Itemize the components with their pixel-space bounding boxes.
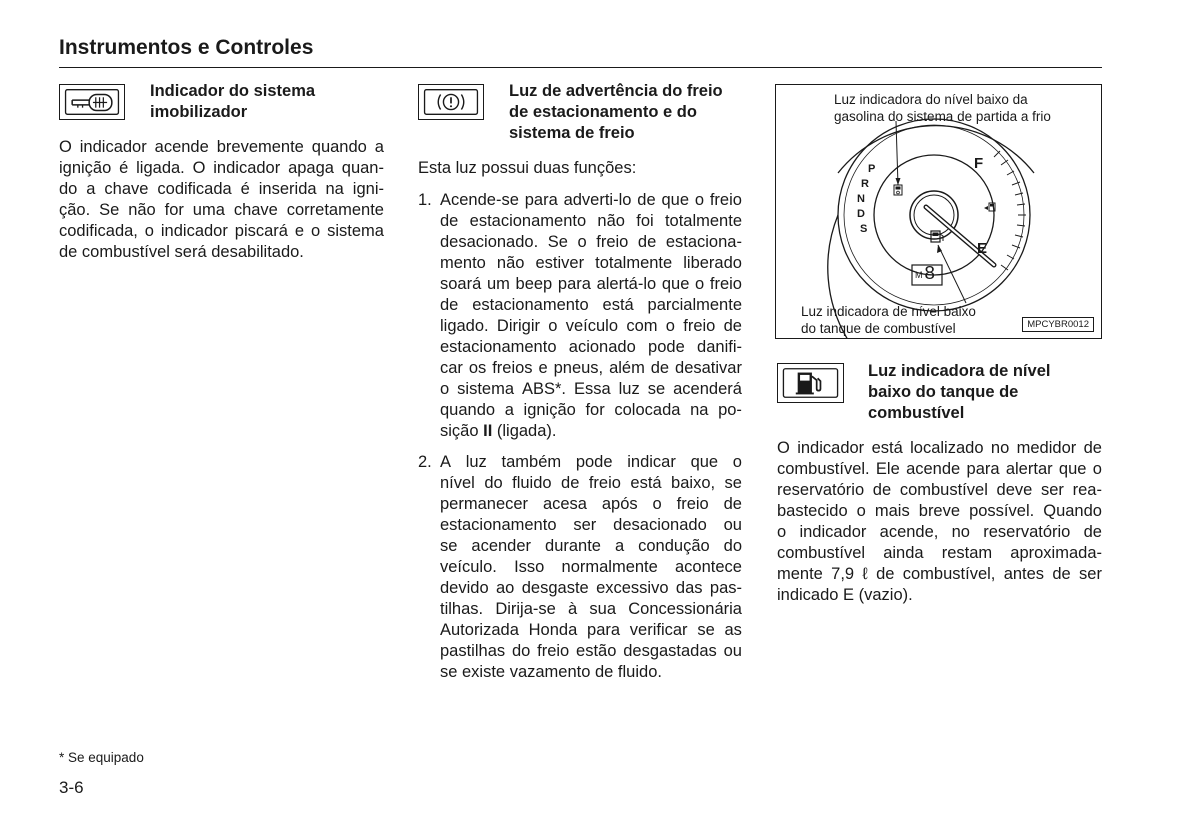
gauge-empty-label: E [977, 240, 988, 257]
odometer-mode-label: M [915, 270, 923, 280]
page-header-title: Instrumentos e Controles [59, 36, 314, 59]
low-fuel-description: O indicador está localizado no medidor de combustível. Ele acende para alertar que o reservatório de combustível deve ser rea- bastecido o mais breve possível. Quando o indicador acende, no reservatório de combustível ainda restam aproximada- mente 7,9 ℓ de combustível, antes de ser indicado E (vazio). [777, 439, 1102, 604]
fuel-pump-icon [777, 363, 844, 403]
brake-function-item-2: 2. A luz também pode indicar que o nível do fluido de freio está baixo, se permanecer acesa após o freio de estacionamento ser desacionado ou se acender durante a condução do veículo. Isso normalmente acontece devido ao desgaste excessivo das pas- tilhas. Dirija-se à sua Concessionária Autorizada Honda para verificar se as pastilhas do freio estão desgastadas ou se existe vazamento de fluido. [418, 453, 742, 681]
parking-brake-warning-icon [418, 84, 484, 120]
brake-warning-title: Luz de advertência do freio de estacionamento e do sistema de freio [509, 82, 723, 142]
immobilizer-description: O indicador acende brevemente quando a ignição é ligada. O indicador apaga quan- do a chave codificada é inserida na igni- ção. Se não for uma chave corretamente codificada, o indicador piscará e o sistema de combustível será desabilitado. [59, 138, 384, 261]
header-divider [59, 67, 1102, 68]
low-fuel-title: Luz indicadora de nível baixo do tanque de combustível [868, 362, 1051, 422]
figure-code: MPCYBR0012 [1022, 317, 1094, 332]
immobilizer-title: Indicador do sistema imobilizador [150, 82, 316, 121]
list-number: 2. [418, 453, 432, 471]
immobilizer-key-icon [59, 84, 125, 120]
figure-caption-top: Luz indicadora do nível baixo da gasolina do sistema de partida a frio [834, 92, 1051, 124]
cold-start-fuel-icon [894, 185, 902, 195]
page-number: 3-6 [59, 778, 84, 797]
list-number: 1. [418, 191, 432, 209]
brake-function-item-1: 1. Acende-se para adverti-lo de que o freio de estacionamento não foi totalmente desacionado. Se o freio de estaciona- mento não estiver totalmente liberado soará um beep para alertá-lo que o freio de estacionamento está parcialmente ligado. Dirigir o veículo com o freio de estacionamento acionado pode danifi- car os freios e pneus, além de desativar o sistema ABS*. Essa luz se acenderá quando a ignição for colocada na po- sição II (ligada). [418, 191, 742, 440]
brake-warning-intro: Esta luz possui duas funções: [418, 159, 637, 177]
gauge-full-label: F [974, 155, 984, 172]
fuel-gauge-figure: Luz indicadora do nível baixo da gasolina do sistema de partida a frio P R N D S F E M 8 Luz indicadora de nível baixo do tanque de combustível MPCYBR0012 [775, 84, 1102, 339]
figure-caption-bottom: Luz indicadora de nível baixo do tanque de combustível [801, 304, 976, 336]
footnote: * Se equipado [59, 750, 144, 765]
odometer-digit: 8 [924, 263, 936, 285]
